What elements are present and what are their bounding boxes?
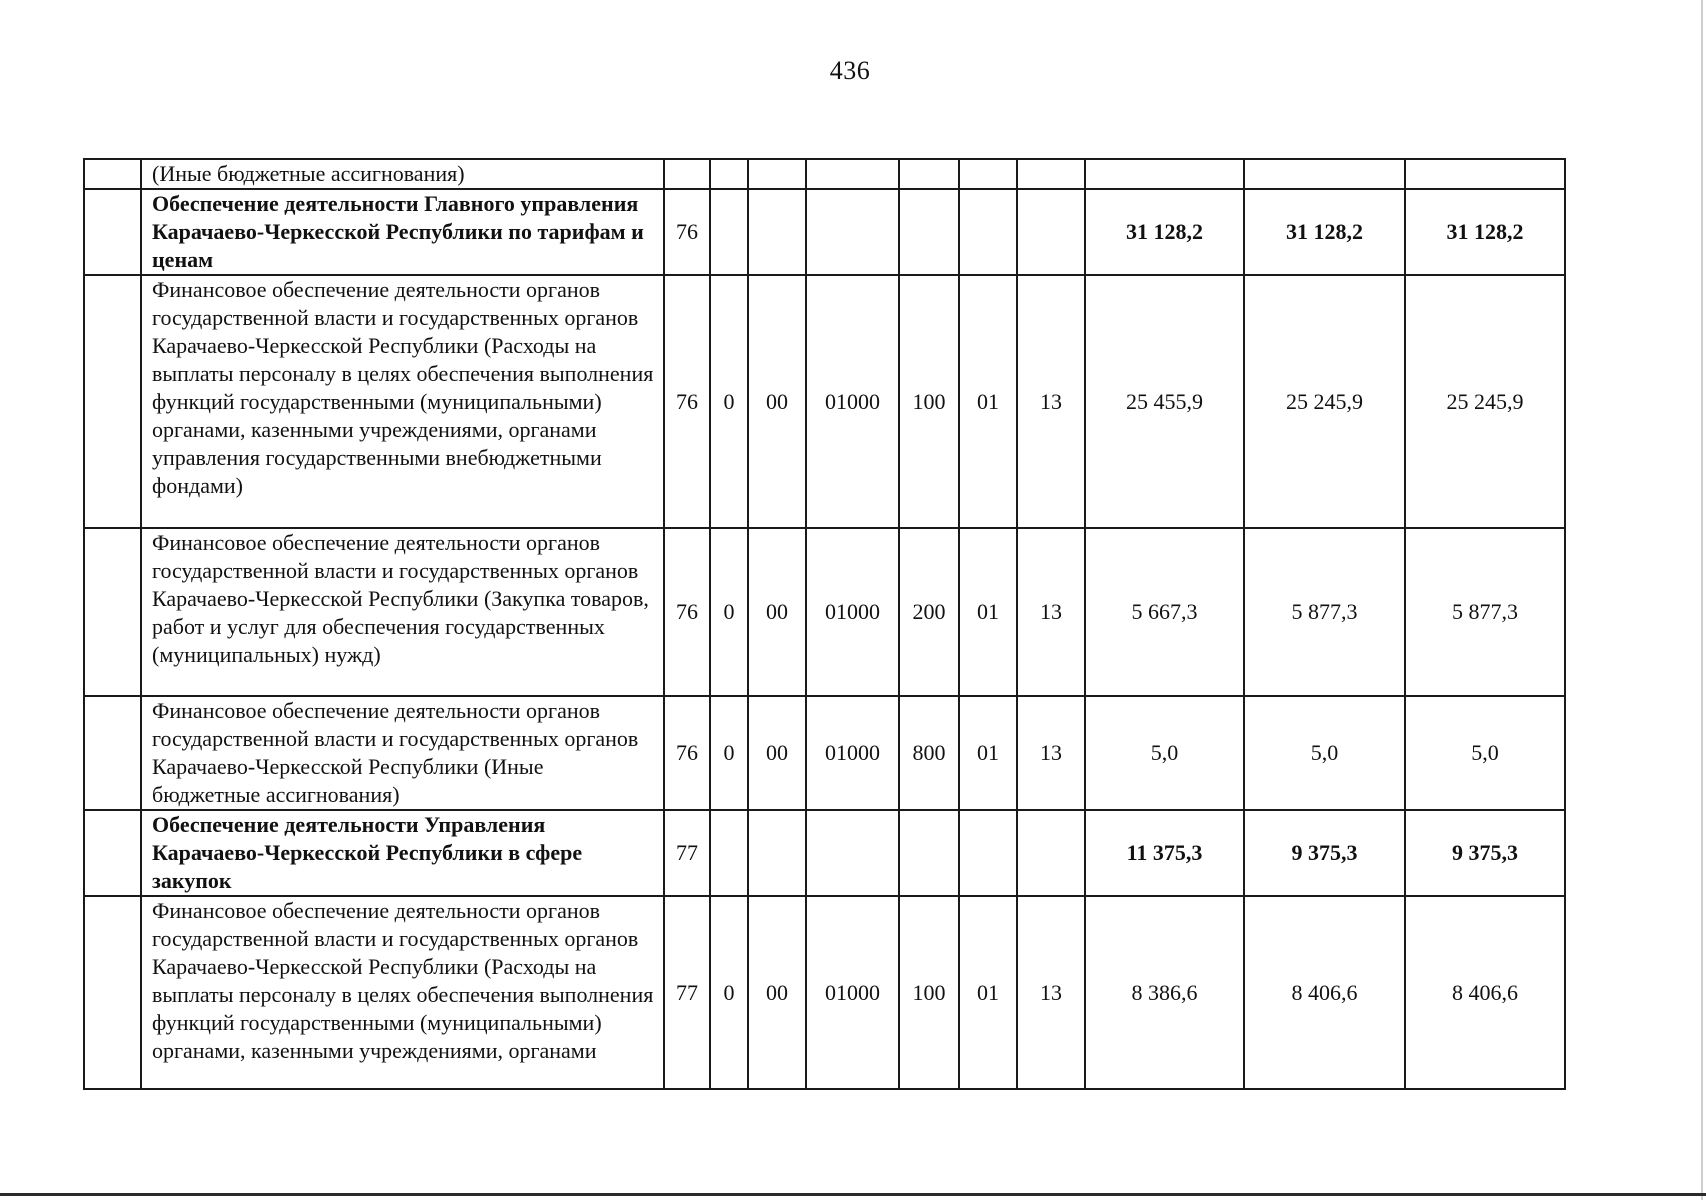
direction-code-cell xyxy=(806,810,899,896)
page-number: 436 xyxy=(829,56,871,85)
subprogram-code-cell xyxy=(748,810,806,896)
subsection-code-cell: 13 xyxy=(1017,275,1085,528)
amount-year-2-cell xyxy=(1244,159,1405,189)
subprogram-code-cell: 00 xyxy=(748,696,806,810)
expense-type-code-cell: 800 xyxy=(899,696,959,810)
program-code-cell xyxy=(710,189,748,275)
row-number-cell xyxy=(84,696,141,810)
program-code-cell xyxy=(710,810,748,896)
table-row xyxy=(84,275,1565,528)
expense-description: Финансовое обеспечение деятельности органов государственной власти и государственных органов Карачаево-Черкесской Республики (Закупка товаров, работ и услуг для обеспечения государственных (муниципальных) нужд) xyxy=(141,528,664,696)
table-row xyxy=(84,810,1565,896)
expense-description: Обеспечение деятельности Управления Карачаево-Черкесской Республики в сфере закупок xyxy=(141,810,664,896)
section-code-cell: 01 xyxy=(959,896,1017,1089)
amount-year-1-cell xyxy=(1085,159,1244,189)
subprogram-code-cell: 00 xyxy=(748,896,806,1089)
expense-description: Финансовое обеспечение деятельности органов государственной власти и государственных органов Карачаево-Черкесской Республики (Расходы на выплаты персоналу в целях обеспечения выполнения функций государственными (муниципальными) органами, казенными учреждениями, органами xyxy=(141,896,664,1089)
page-bottom-line xyxy=(0,1193,1706,1196)
amount-year-2-cell: 5,0 xyxy=(1244,696,1405,810)
row-number-cell xyxy=(84,189,141,275)
amount-year-2-cell: 25 245,9 xyxy=(1244,275,1405,528)
table-row xyxy=(84,896,1565,1089)
section-code-cell xyxy=(959,810,1017,896)
grbs-code-cell: 76 xyxy=(664,528,710,696)
subprogram-code-cell xyxy=(748,189,806,275)
expense-description: Финансовое обеспечение деятельности органов государственной власти и государственных органов Карачаево-Черкесской Республики (Расходы на выплаты персоналу в целях обеспечения выполнения функций государственными (муниципальными) органами, казенными учреждениями, органами управления государственными внебюджетными фондами) xyxy=(141,275,664,528)
expense-type-code-cell xyxy=(899,159,959,189)
direction-code-cell xyxy=(806,159,899,189)
grbs-code-cell: 76 xyxy=(664,275,710,528)
subsection-code-cell: 13 xyxy=(1017,528,1085,696)
expense-type-code-cell xyxy=(899,189,959,275)
amount-year-1-cell: 25 455,9 xyxy=(1085,275,1244,528)
amount-year-2-cell: 31 128,2 xyxy=(1244,189,1405,275)
expense-type-code-cell: 100 xyxy=(899,896,959,1089)
row-number-cell xyxy=(84,810,141,896)
row-number-cell xyxy=(84,896,141,1089)
direction-code-cell: 01000 xyxy=(806,696,899,810)
amount-year-3-cell xyxy=(1405,159,1565,189)
subprogram-code-cell: 00 xyxy=(748,528,806,696)
amount-year-1-cell: 8 386,6 xyxy=(1085,896,1244,1089)
amount-year-2-cell: 9 375,3 xyxy=(1244,810,1405,896)
subsection-code-cell: 13 xyxy=(1017,896,1085,1089)
expense-type-code-cell: 200 xyxy=(899,528,959,696)
expense-description: (Иные бюджетные ассигнования) xyxy=(141,159,664,189)
grbs-code-cell: 77 xyxy=(664,896,710,1089)
program-code-cell xyxy=(710,159,748,189)
amount-year-1-cell: 31 128,2 xyxy=(1085,189,1244,275)
section-code-cell xyxy=(959,189,1017,275)
amount-year-1-cell: 5,0 xyxy=(1085,696,1244,810)
expense-description: Обеспечение деятельности Главного управления Карачаево-Черкесской Республики по тарифам и ценам xyxy=(141,189,664,275)
subsection-code-cell xyxy=(1017,189,1085,275)
amount-year-2-cell: 5 877,3 xyxy=(1244,528,1405,696)
grbs-code-cell xyxy=(664,159,710,189)
amount-year-1-cell: 5 667,3 xyxy=(1085,528,1244,696)
subsection-code-cell: 13 xyxy=(1017,696,1085,810)
table-row xyxy=(84,159,1565,189)
amount-year-3-cell: 9 375,3 xyxy=(1405,810,1565,896)
expense-type-code-cell xyxy=(899,810,959,896)
program-code-cell: 0 xyxy=(710,528,748,696)
expense-description: Финансовое обеспечение деятельности органов государственной власти и государственных органов Карачаево-Черкесской Республики (Иные бюджетные ассигнования) xyxy=(141,696,664,810)
amount-year-3-cell: 5 877,3 xyxy=(1405,528,1565,696)
amount-year-3-cell: 5,0 xyxy=(1405,696,1565,810)
subsection-code-cell xyxy=(1017,810,1085,896)
grbs-code-cell: 77 xyxy=(664,810,710,896)
section-code-cell: 01 xyxy=(959,696,1017,810)
section-code-cell: 01 xyxy=(959,528,1017,696)
section-code-cell xyxy=(959,159,1017,189)
subprogram-code-cell: 00 xyxy=(748,275,806,528)
grbs-code-cell: 76 xyxy=(664,189,710,275)
row-number-cell xyxy=(84,275,141,528)
table-row xyxy=(84,528,1565,696)
subprogram-code-cell xyxy=(748,159,806,189)
table-row xyxy=(84,189,1565,275)
table-body xyxy=(84,159,1565,1089)
amount-year-3-cell: 25 245,9 xyxy=(1405,275,1565,528)
table-row xyxy=(84,696,1565,810)
amount-year-3-cell: 8 406,6 xyxy=(1405,896,1565,1089)
direction-code-cell: 01000 xyxy=(806,275,899,528)
direction-code-cell xyxy=(806,189,899,275)
row-number-cell xyxy=(84,528,141,696)
program-code-cell: 0 xyxy=(710,275,748,528)
program-code-cell: 0 xyxy=(710,896,748,1089)
amount-year-3-cell: 31 128,2 xyxy=(1405,189,1565,275)
budget-allocation-table xyxy=(83,158,1566,1090)
row-number-cell xyxy=(84,159,141,189)
amount-year-2-cell: 8 406,6 xyxy=(1244,896,1405,1089)
program-code-cell: 0 xyxy=(710,696,748,810)
amount-year-1-cell: 11 375,3 xyxy=(1085,810,1244,896)
direction-code-cell: 01000 xyxy=(806,528,899,696)
direction-code-cell: 01000 xyxy=(806,896,899,1089)
section-code-cell: 01 xyxy=(959,275,1017,528)
expense-type-code-cell: 100 xyxy=(899,275,959,528)
grbs-code-cell: 76 xyxy=(664,696,710,810)
subsection-code-cell xyxy=(1017,159,1085,189)
scan-edge-line xyxy=(1701,0,1703,1200)
